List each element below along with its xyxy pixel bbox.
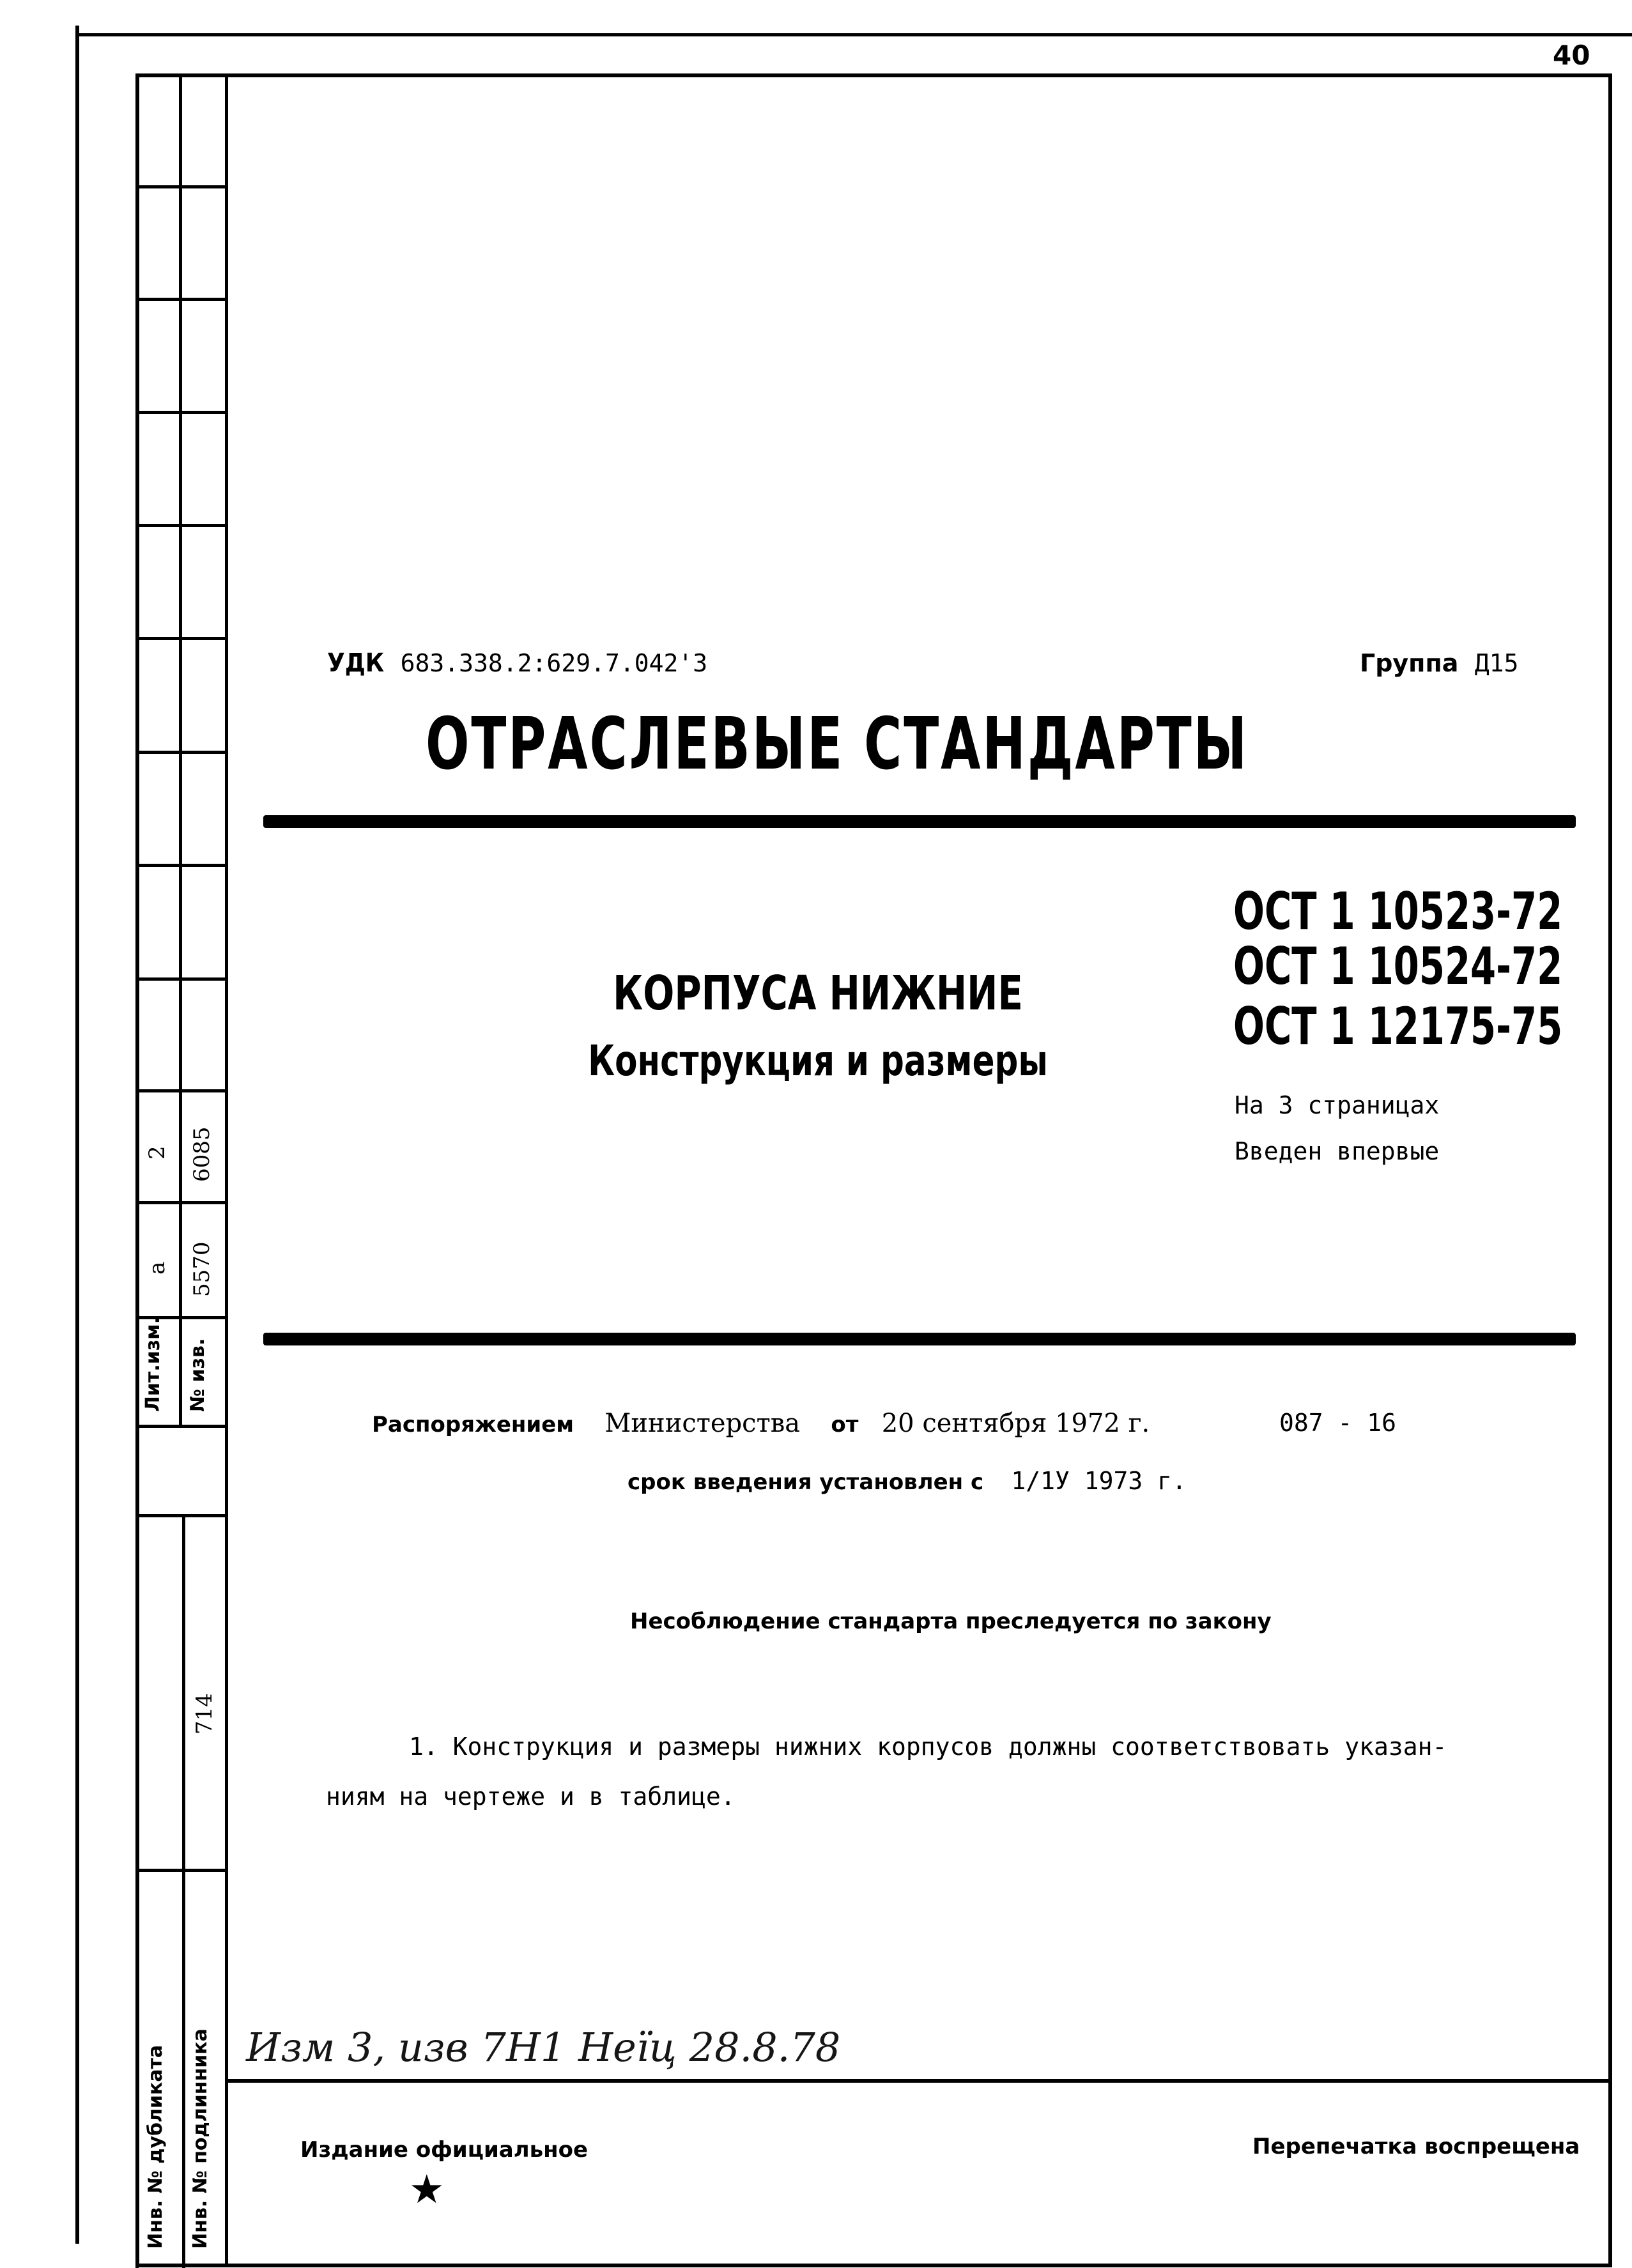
strip-row-line [135, 637, 225, 640]
strip-row-line [135, 298, 225, 301]
group-line [1360, 648, 1518, 678]
strip-row-line [135, 411, 225, 414]
doc-title: КОРПУСА НИЖНИЕ [613, 966, 1023, 1021]
strip-row-line [135, 1089, 225, 1092]
footer-rule [227, 2079, 1612, 2083]
strip-row-line [135, 1425, 225, 1428]
strip-row-line [135, 1514, 225, 1517]
deadline-label: срок введения установлен с [627, 1469, 984, 1495]
order-line [372, 1409, 1150, 1438]
deadline-date: 1/1У 1973 г. [1011, 1467, 1187, 1495]
outer-left-border [75, 26, 79, 2244]
law-warning: Несоблюдение стандарта преследуется по закону [630, 1609, 1272, 1634]
lit-value: 2 [144, 1145, 170, 1160]
izv-label: № изв. [187, 1338, 209, 1412]
udk-label: УДК [327, 648, 385, 678]
standard-number: ОСТ 1 10523-72 [1233, 882, 1563, 941]
star-icon: ★ [409, 2166, 445, 2212]
group-label: Группа [1360, 649, 1459, 677]
order-date: 20 сентября 1972 г. [881, 1409, 1150, 1438]
strip-divider [182, 1514, 185, 2268]
lit-value: а [144, 1261, 170, 1275]
reprint-notice: Перепечатка воспрещена [1252, 2134, 1580, 2159]
lit-label: Лит.изм. [142, 1316, 164, 1412]
standard-number: ОСТ 1 10524-72 [1233, 937, 1563, 996]
order-from: от [831, 1412, 859, 1437]
group-value: Д15 [1474, 649, 1519, 677]
strip-right-edge [225, 73, 228, 2267]
paragraph-line: 1. Конструкция и размеры нижних корпусов должны соответствовать указан- [409, 1733, 1447, 1761]
order-label: Распоряжением [372, 1412, 574, 1437]
strip-row-line [135, 185, 225, 188]
strip-row-line [135, 864, 225, 867]
order-ministry: Министерства [604, 1409, 801, 1438]
page-frame [135, 73, 1612, 2267]
inv-original-label: Инв. № подлинника [189, 2028, 212, 2249]
middle-rule [263, 1333, 1576, 1345]
pages-note: На 3 страницах [1235, 1091, 1440, 1119]
outer-top-border [75, 33, 1632, 36]
inv-original-value: 714 [192, 1693, 217, 1735]
strip-row-line [135, 1869, 225, 1872]
inv-duplicate-label: Инв. № дубликата [144, 2044, 167, 2249]
doc-subtitle: Конструкция и размеры [588, 1036, 1048, 1085]
intro-note: Введен впервые [1235, 1137, 1440, 1165]
top-rule [263, 815, 1576, 828]
paragraph-line: ниям на чертеже и в таблице. [326, 1782, 735, 1811]
strip-row-line [135, 524, 225, 527]
deadline-line [627, 1467, 1187, 1495]
udk-line [327, 648, 707, 678]
main-title: ОТРАСЛЕВЫЕ СТАНДАРТЫ [425, 703, 1249, 786]
order-number: 087 - 16 [1279, 1409, 1397, 1437]
handwritten-revision-note: Изм 3, изв 7Н1 Неїц 28.8.78 [246, 2024, 841, 2071]
standard-number: ОСТ 1 12175-75 [1233, 997, 1563, 1056]
strip-row-line [135, 977, 225, 981]
page-number: 40 [1553, 40, 1590, 71]
udk-value: 683.338.2:629.7.042'3 [400, 649, 708, 677]
izv-value: 6085 [189, 1126, 215, 1182]
strip-divider [135, 1514, 139, 2268]
edition-label: Издание официальное [300, 2137, 589, 2163]
izv-value: 5570 [189, 1241, 215, 1297]
strip-row-line [135, 1201, 225, 1204]
strip-row-line [135, 751, 225, 754]
